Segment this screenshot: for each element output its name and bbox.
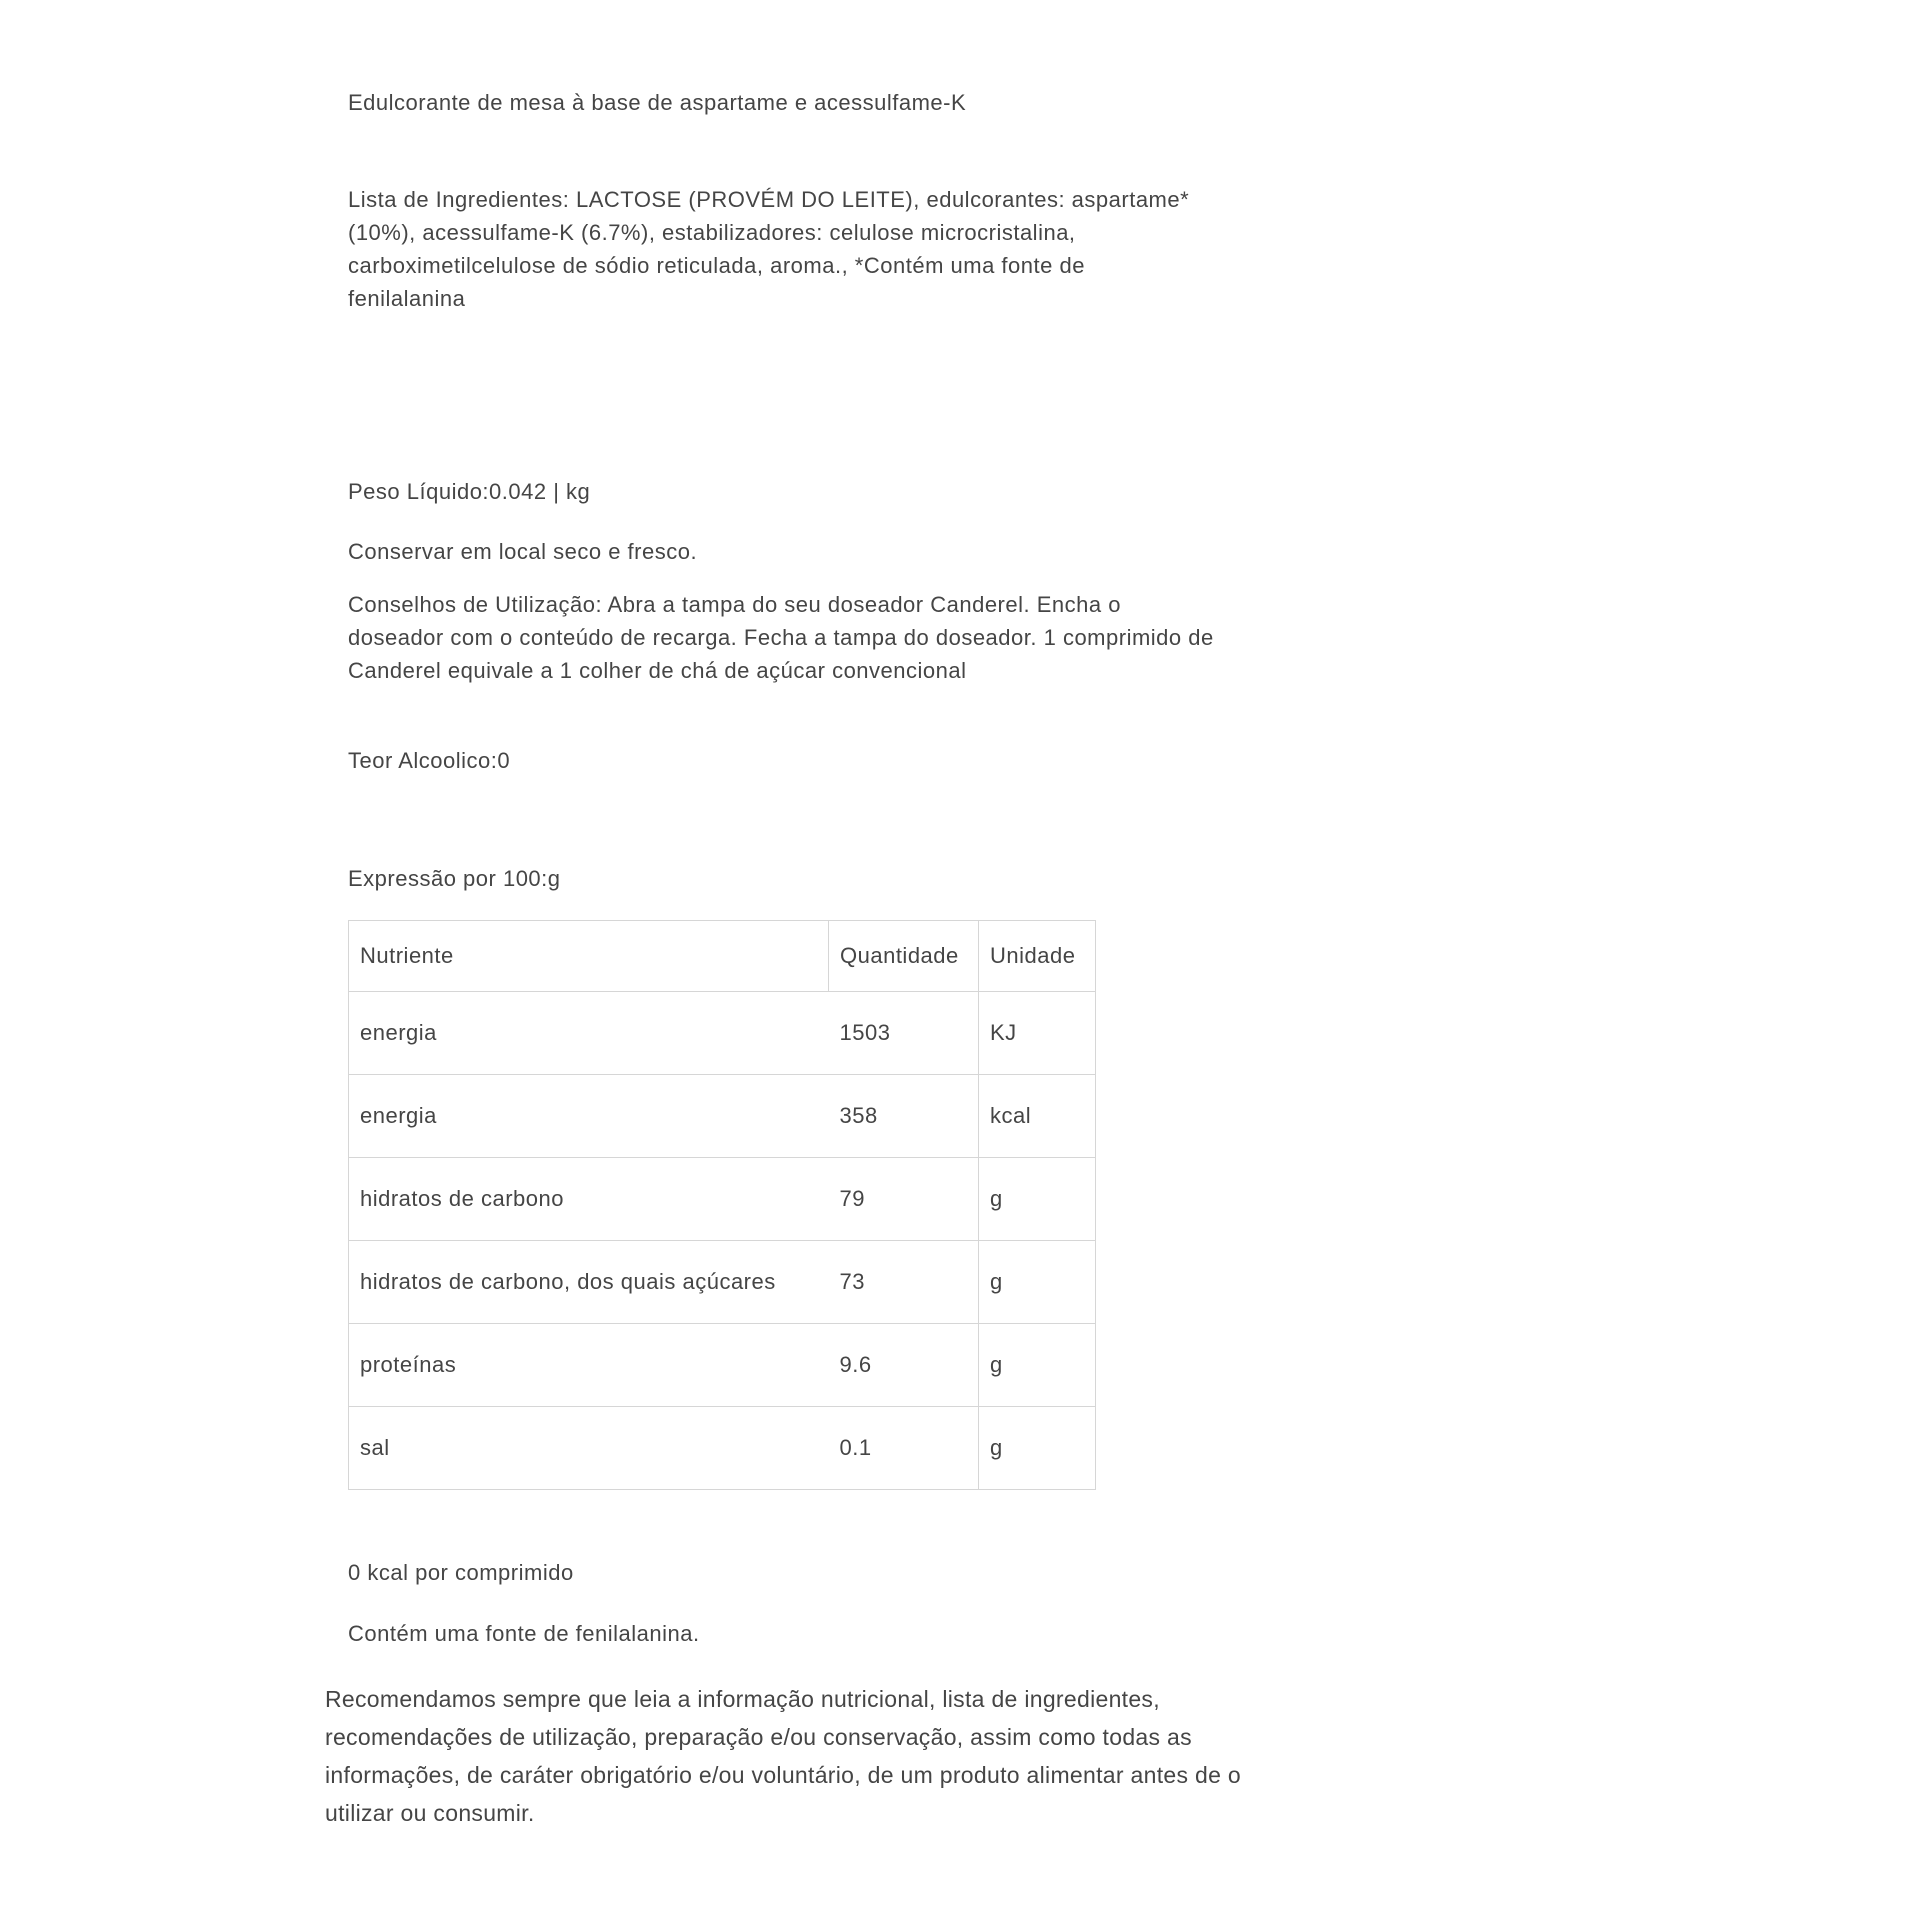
alcohol-content-text: Teor Alcoolico:0 — [348, 748, 511, 773]
quantity-cell: 79 — [829, 1158, 979, 1241]
nutrient-cell: hidratos de carbono — [349, 1158, 829, 1241]
unit-cell: g — [979, 1158, 1096, 1241]
table-row — [349, 1407, 1096, 1490]
table-row — [349, 1324, 1096, 1407]
table-header-row — [349, 921, 1096, 992]
kcal-note-text: 0 kcal por comprimido — [348, 1560, 574, 1585]
quantity-cell: 0.1 — [829, 1407, 979, 1490]
product-subtitle: Edulcorante de mesa à base de aspartame e acessulfame-K — [348, 90, 967, 115]
quantity-cell: 9.6 — [829, 1324, 979, 1407]
unit-cell: kcal — [979, 1075, 1096, 1158]
nutrition-table — [348, 920, 1096, 1490]
table-row — [349, 992, 1096, 1075]
table-header-nutrient: Nutriente — [349, 921, 829, 992]
table-header-quantity: Quantidade — [829, 921, 979, 992]
unit-cell: g — [979, 1407, 1096, 1490]
nutrient-cell: energia — [349, 992, 829, 1075]
unit-cell: g — [979, 1324, 1096, 1407]
expression-heading: Expressão por 100:g — [348, 866, 561, 891]
ingredients-text: Lista de Ingredientes: LACTOSE (PROVÉM DO LEITE), edulcorantes: aspartame* (10%), acessulfame-K (6.7%), estabilizadores: celulose microcristalina, carboximetilcelulose de sódio reticulada, aroma., *Contém uma fonte de fenilalanina — [348, 187, 1190, 311]
quantity-cell: 1503 — [829, 992, 979, 1075]
nutrient-cell: sal — [349, 1407, 829, 1490]
nutrient-cell: energia — [349, 1075, 829, 1158]
unit-cell: g — [979, 1241, 1096, 1324]
quantity-cell: 73 — [829, 1241, 979, 1324]
quantity-cell: 358 — [829, 1075, 979, 1158]
disclaimer-text: Recomendamos sempre que leia a informação nutricional, lista de ingredientes, recomendações de utilização, preparação e/ou conservação, assim como todas as informações, de caráter obrigatório e/ou voluntário, de um produto alimentar antes de o utilizar ou consumir. — [325, 1686, 1241, 1826]
phenylalanine-note-text: Contém uma fonte de fenilalanina. — [348, 1621, 700, 1646]
table-row — [349, 1241, 1096, 1324]
usage-advice-text: Conselhos de Utilização: Abra a tampa do seu doseador Canderel. Encha o doseador com o conteúdo de recarga. Fecha a tampa do doseador. 1 comprimido de Canderel equivale a 1 colher de chá de açúcar convencional — [348, 592, 1214, 683]
unit-cell: KJ — [979, 992, 1096, 1075]
storage-text: Conservar em local seco e fresco. — [348, 539, 698, 564]
nutrient-cell: hidratos de carbono, dos quais açúcares — [349, 1241, 829, 1324]
table-header-unit: Unidade — [979, 921, 1096, 992]
net-weight-text: Peso Líquido:0.042 | kg — [348, 479, 591, 504]
table-row — [349, 1158, 1096, 1241]
nutrient-cell: proteínas — [349, 1324, 829, 1407]
table-row — [349, 1075, 1096, 1158]
